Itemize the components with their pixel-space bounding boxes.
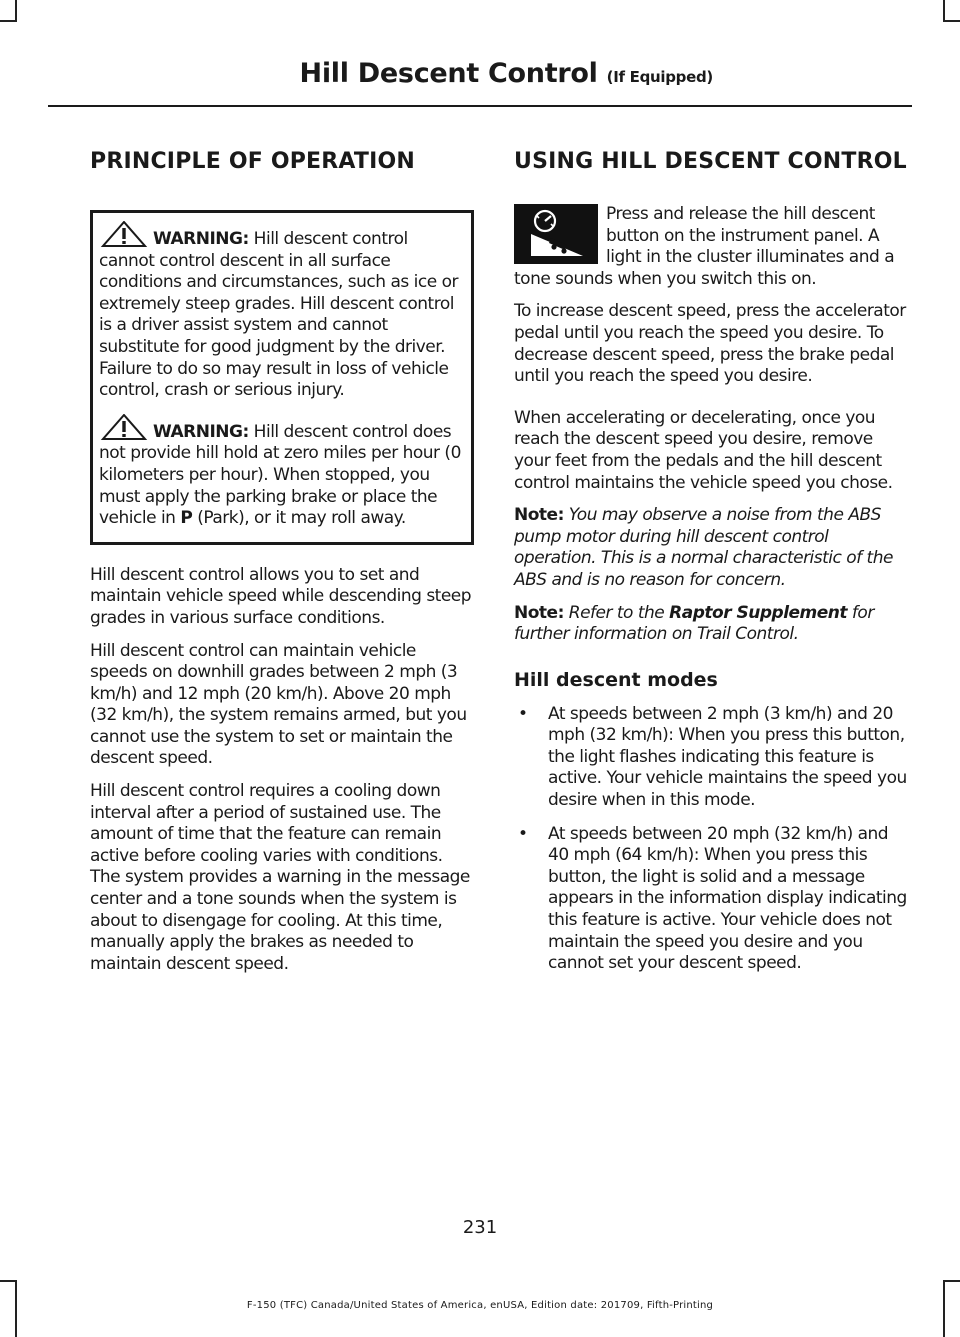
note-label: Note: xyxy=(514,505,564,526)
note-abs xyxy=(514,505,910,591)
paragraph: Hill descent control can maintain vehicle speeds on downhill grades between 2 mph (3 km/h) and 12 mph (20 km/h). Above 20 mph (32 km/h), the system remains armed, but you cannot use the system to set or maintain the descent speed. xyxy=(90,640,467,769)
crop-mark xyxy=(0,1280,17,1282)
warning-triangle-icon xyxy=(99,414,149,440)
paragraph: Hill descent control requires a cooling down interval after a period of sustained use. The amount of time that the feature can remain active before cooling varies with conditions. The system provides a warning in the message center and a tone sounds when the system is about to disengage for cooling. At this time, manually apply the brakes as needed to maintain descent speed. xyxy=(90,781,470,974)
hill-descent-icon xyxy=(514,204,598,264)
warning-triangle-icon xyxy=(99,221,149,247)
note-text: Refer to the xyxy=(563,602,670,623)
warning-text: Hill descent control cannot control descent in all surface conditions and circumstances, such as ice or extremely steep grades. Hill descent control is a driver assist system and cannot substitute for good judgment by the driver. Failure to do so may result in loss of vehicle control, crash or serious injury. xyxy=(99,229,458,401)
crop-mark xyxy=(0,20,17,22)
page-header-title xyxy=(300,58,713,89)
warning-text: Hill descent control does not provide hill hold at zero miles per hour (0 kilometers per hour). When stopped, you must apply the parking brake or place the vehicle in xyxy=(99,421,461,529)
note-raptor xyxy=(514,603,910,646)
header-rule xyxy=(48,105,912,107)
right-column xyxy=(514,140,910,987)
note-text-end: for further information on Trail Control. xyxy=(514,602,874,645)
footer-edition: F-150 (TFC) Canada/United States of America, enUSA, Edition date: 201709, Fifth-Printing xyxy=(246,1300,714,1311)
paragraph: When accelerating or decelerating, once you reach the descent speed you desire, remove your feet from the pedals and the hill descent control maintains the vehicle speed you chose. xyxy=(514,407,893,493)
crop-mark xyxy=(943,20,960,22)
list-item: • At speeds between 2 mph (3 km/h) and 20 mph (32 km/h): When you press this button, the light flashes indicating this feature is active. Your vehicle maintains the speed you desire when in this mode. xyxy=(514,704,910,812)
note-text: You may observe a noise from the ABS pump motor during hill descent control operation. This is a normal characteristic of the ABS and is no reason for concern. xyxy=(514,505,893,590)
warning-2 xyxy=(99,414,465,530)
crop-mark xyxy=(943,1280,960,1282)
left-column xyxy=(90,140,474,986)
crop-mark xyxy=(943,0,945,22)
paragraph: Press and release the hill descent button on the instrument panel. A light in the cluster illuminates and a tone sounds when you switch this on. xyxy=(514,204,895,289)
header-title-suffix: (If Equipped) xyxy=(606,68,713,86)
warning-label: WARNING: xyxy=(153,421,249,442)
header-title-text: Hill Descent Control xyxy=(299,58,598,89)
modes-list xyxy=(514,704,910,975)
subheading: Hill descent modes xyxy=(514,668,718,691)
park-symbol: P xyxy=(180,508,193,529)
paragraph: Hill descent control allows you to set and maintain vehicle speed while descending steep grades in various surface conditions. xyxy=(90,564,472,628)
warning-1 xyxy=(99,221,465,402)
warning-box xyxy=(90,210,474,545)
warning-text-end: (Park), or it may roll away. xyxy=(192,508,406,529)
note-label: Note: xyxy=(514,602,564,623)
section-heading: USING HILL DESCENT CONTROL xyxy=(514,149,907,174)
paragraph: To increase descent speed, press the accelerator pedal until you reach the speed you desire. To decrease descent speed, press the brake pedal until you reach the speed you desire. xyxy=(514,301,906,387)
section-heading: PRINCIPLE OF OPERATION xyxy=(90,149,416,174)
warning-label: WARNING: xyxy=(153,229,249,249)
raptor-supplement-ref: Raptor Supplement xyxy=(669,602,848,623)
page-number: 231 xyxy=(462,1217,498,1238)
list-item: • At speeds between 20 mph (32 km/h) and 40 mph (64 km/h): When you press this button, the light is solid and a message appears in the information display indicating this feature is active. Your vehicle does not maintain the speed you desire and you cannot set your descent speed. xyxy=(514,824,910,975)
crop-mark xyxy=(15,0,17,22)
